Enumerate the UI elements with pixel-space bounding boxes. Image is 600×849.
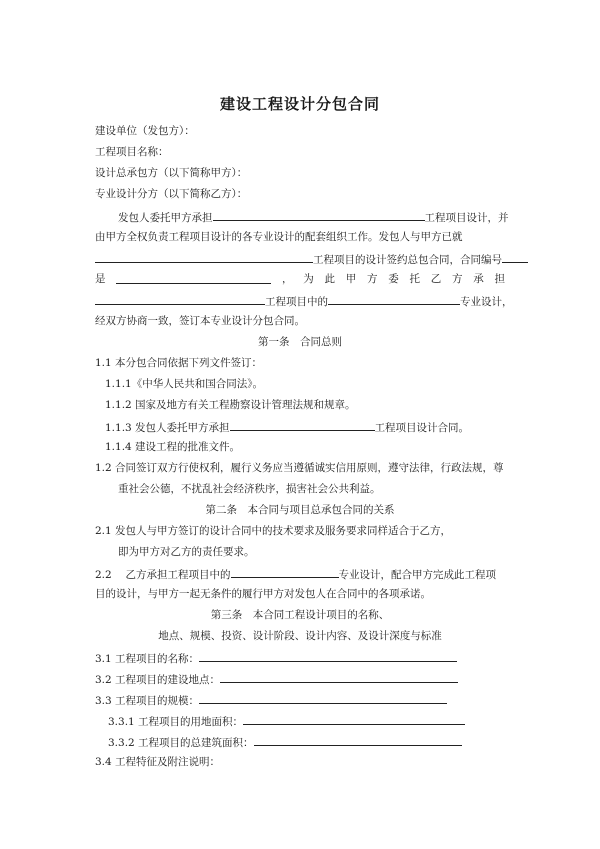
clause-text: 3.3.1 工程项目的用地面积： — [108, 716, 244, 728]
blank-field[interactable] — [95, 251, 313, 263]
preamble-text: 专业设计， — [460, 296, 513, 308]
preamble-line-5 — [95, 293, 513, 309]
blank-field[interactable] — [213, 209, 425, 221]
article-3-heading-1: 第三条 本合同工程设计项目的名称、 — [210, 609, 390, 621]
preamble-char: 此 — [324, 273, 335, 285]
clause-text: 3.3 工程项目的规模： — [95, 695, 200, 707]
preamble-line-6: 经双方协商一致，签订本专业设计分包合同。 — [95, 315, 305, 327]
preamble-line-3 — [95, 251, 528, 267]
clause-text: 1.1.3 发包人委托甲方承担 — [105, 422, 230, 434]
preamble-char: 方 — [367, 273, 378, 285]
party-a-line: 设计总承包方（以下简称甲方）： — [95, 167, 248, 179]
clause-1-2-cont: 重社会公德，不扰乱社会经济秩序，损害社会公共利益。 — [118, 483, 381, 495]
project-name-field[interactable] — [199, 650, 457, 662]
location-field[interactable] — [220, 671, 458, 683]
clause-3-3-1 — [108, 713, 465, 729]
preamble-char: 乙 — [430, 273, 442, 285]
clause-2-1: 2.1 发包人与甲方签订的设计合同中的技术要求及服务要求同样适合于乙方， — [95, 525, 452, 537]
preamble-char: 担 — [494, 273, 505, 285]
contract-number-field[interactable] — [116, 272, 271, 284]
clause-text: 专业设计，配合甲方完成此工程项 — [338, 569, 497, 581]
article-1-heading: 第一条 合同总则 — [258, 336, 342, 348]
owner-line: 建设单位（发包方）： — [95, 125, 195, 137]
clause-1-1-3 — [105, 419, 469, 435]
clause-3-1 — [95, 650, 457, 666]
blank-field[interactable] — [231, 566, 339, 578]
clause-1-1-4: 1.1.4 建设工程的批准文件。 — [105, 441, 241, 453]
blank-field[interactable] — [502, 251, 528, 263]
preamble-line-2: 由甲方全权负责工程项目设计的各专业设计的配套组织工作。发包人与甲方已就 — [95, 231, 463, 243]
clause-2-2-cont: 目的设计，与甲方一起无条件的履行甲方对发包人在合同中的各项承诺。 — [95, 588, 431, 600]
clause-3-3 — [95, 692, 447, 708]
clause-text: 工程项目设计合同。 — [374, 422, 470, 434]
document-title: 建设工程设计分包合同 — [219, 95, 380, 113]
scale-field[interactable] — [199, 692, 447, 704]
preamble-text: 工程项目中的 — [265, 296, 328, 308]
preamble-char: 承 — [473, 273, 484, 285]
clause-2-2 — [95, 566, 496, 582]
clause-1-1: 1.1 本分包合同依据下列文件签订： — [95, 357, 263, 369]
clause-3-3-2 — [108, 734, 462, 750]
blank-field[interactable] — [230, 419, 375, 431]
article-3-heading-2: 地点、规模、投资、设计阶段、设计内容、及设计深度与标准 — [158, 630, 442, 642]
party-b-line: 专业设计分方（以下简称乙方）： — [95, 188, 248, 200]
preamble-char: 方 — [452, 273, 463, 285]
preamble-char: ， — [282, 273, 293, 285]
clause-3-4: 3.4 工程特征及附注说明： — [95, 756, 221, 768]
preamble-char: 委 — [388, 273, 399, 285]
preamble-text: 工程项目设计，并 — [424, 212, 509, 224]
project-name-line: 工程项目名称： — [95, 146, 169, 158]
preamble-char: 托 — [409, 273, 420, 285]
clause-text: 3.3.2 工程项目的总建筑面积： — [108, 737, 254, 749]
clause-text: 3.2 工程项目的建设地点： — [95, 674, 221, 686]
preamble-char: 为 — [303, 273, 314, 285]
building-area-field[interactable] — [254, 734, 462, 746]
preamble-text: 发包人委托甲方承担 — [118, 212, 213, 224]
blank-field[interactable] — [328, 293, 460, 305]
land-area-field[interactable] — [243, 713, 465, 725]
blank-field[interactable] — [95, 293, 265, 305]
clause-3-2 — [95, 671, 458, 687]
clause-2-1-cont: 即为甲方对乙方的责任要求。 — [118, 546, 255, 558]
preamble-line-1 — [118, 209, 509, 225]
clause-1-2: 1.2 合同签订双方行使权利，履行义务应当遵循诚实信用原则，遵守法律，行政法规，尊 — [95, 462, 504, 474]
article-2-heading: 第二条 本合同与项目总承包合同的关系 — [205, 504, 395, 516]
preamble-text: 工程项目的设计签约总包合同，合同编号 — [313, 254, 502, 266]
preamble-line-4 — [95, 272, 505, 286]
clause-text: 2.2 乙方承担工程项目中的 — [95, 569, 231, 581]
preamble-char: 是 — [95, 273, 106, 285]
preamble-char: 甲 — [345, 273, 357, 285]
clause-text: 3.1 工程项目的名称： — [95, 653, 200, 665]
clause-1-1-2: 1.1.2 国家及地方有关工程勘察设计管理法规和规章。 — [105, 399, 356, 411]
clause-1-1-1: 1.1.1《中华人民共和国合同法》。 — [105, 378, 263, 390]
